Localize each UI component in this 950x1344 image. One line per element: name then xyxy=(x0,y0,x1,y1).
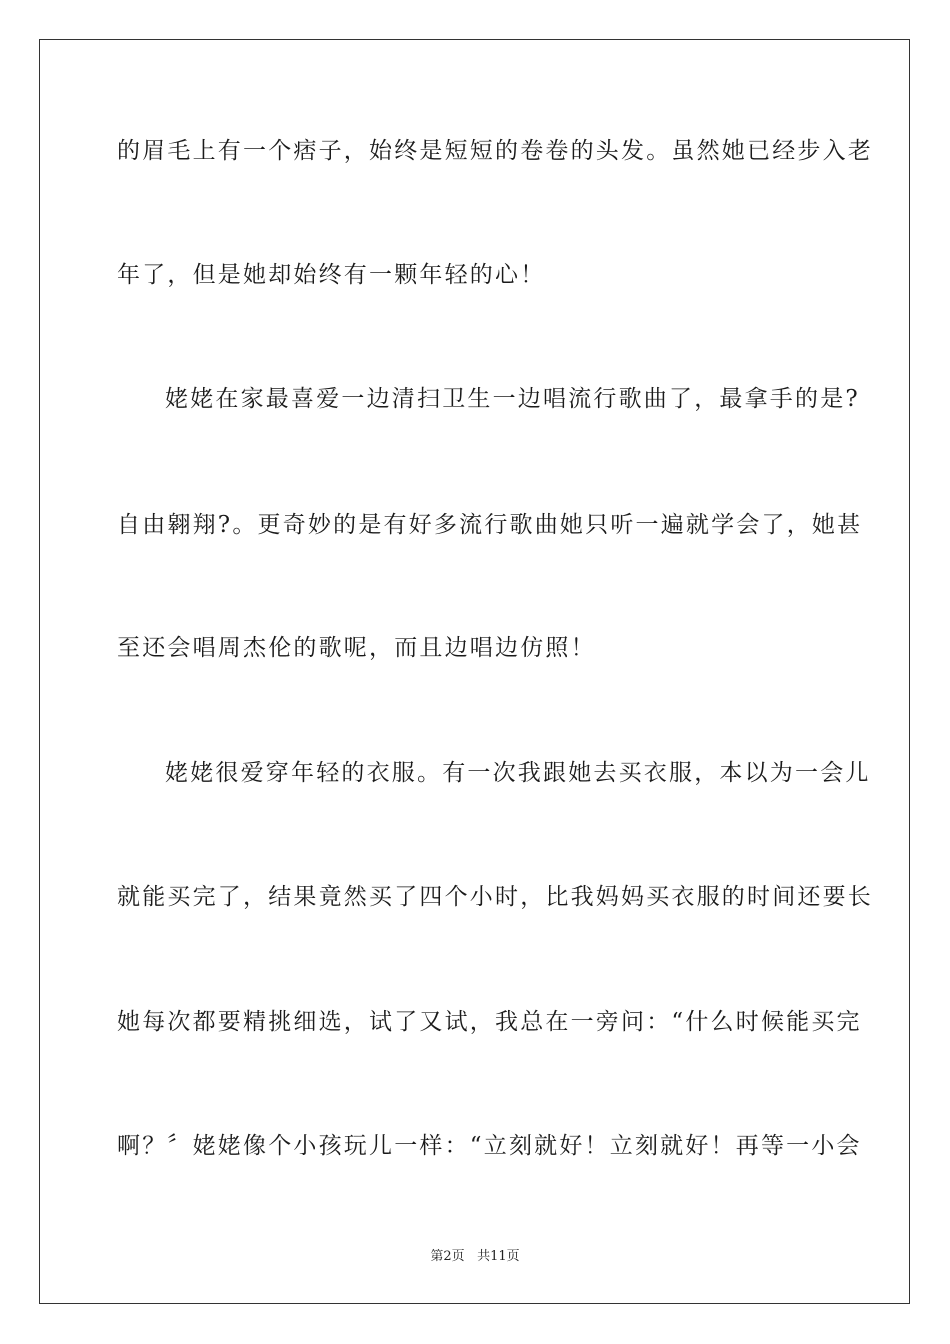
text-line-8: 她每次都要精挑细选，试了又试，我总在一旁问：“什么时候能买完 xyxy=(117,1009,862,1035)
text-line-5: 至还会唱周杰伦的歌呢，而且边唱边仿照！ xyxy=(117,635,596,661)
text-line-4: 自由翱翔?。更奇妙的是有好多流行歌曲她只听一遍就学会了，她甚 xyxy=(117,512,863,538)
page-number: 第2页 xyxy=(430,1249,465,1264)
page-border xyxy=(39,39,910,1304)
text-line-6: 姥姥很爱穿年轻的衣服。有一次我跟她去买衣服，本以为一会儿 xyxy=(165,760,871,786)
text-line-3: 姥姥在家最喜爱一边清扫卫生一边唱流行歌曲了，最拿手的是? xyxy=(165,386,860,412)
text-line-2: 年了，但是她却始终有一颗年轻的心！ xyxy=(117,262,546,288)
page-footer xyxy=(0,1248,950,1266)
text-line-9: 啊？〞姥姥像个小孩玩儿一样：“立刻就好！立刻就好！再等一小会 xyxy=(117,1133,862,1159)
text-line-1: 的眉毛上有一个痞子，始终是短短的卷卷的头发。虽然她已经步入老 xyxy=(117,138,873,164)
page-total: 共11页 xyxy=(477,1249,520,1264)
text-line-7: 就能买完了，结果竟然买了四个小时，比我妈妈买衣服的时间还要长 xyxy=(117,884,873,910)
